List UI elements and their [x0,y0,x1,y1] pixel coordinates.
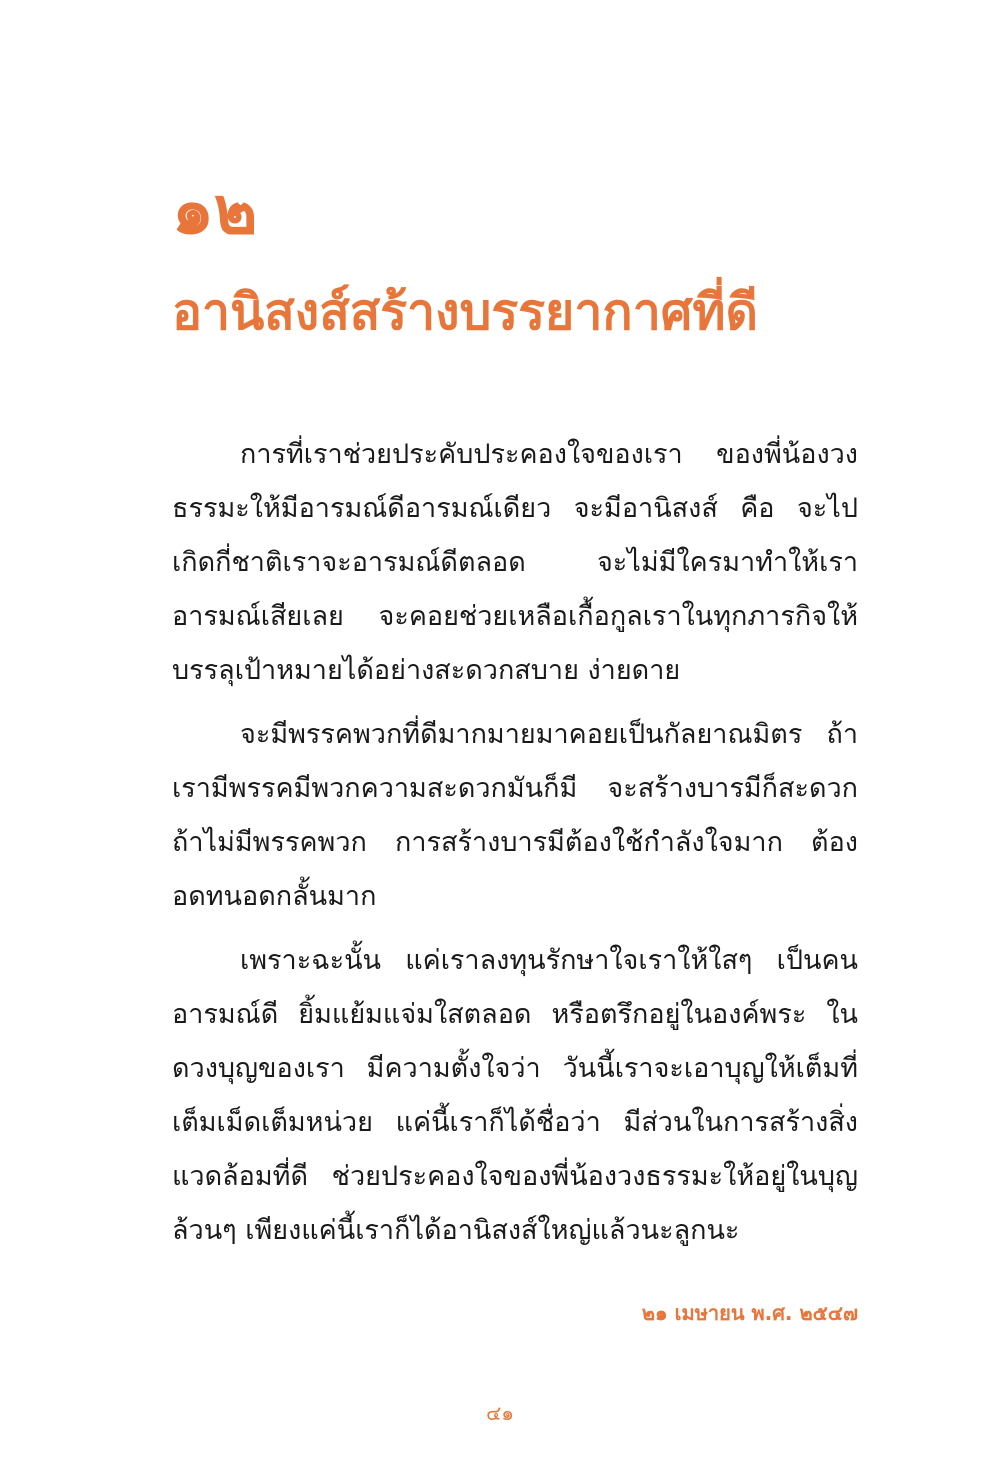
paragraph-3: เพราะฉะนั้น แค่เราลงทุนรักษาใจเราให้ใสๆ เป็นคนอารมณ์ดี ยิ้มแย้มแจ่มใสตลอด หรือตรึกอยู่ในองค์พระ ในดวงบุญของเรา มีความตั้งใจว่า วันนี้เราจะเอาบุญให้เต็มที่เต็มเม็ดเต็มหน่วย แค่นี้เราก็ได้ชื่อว่า มีส่วนในการสร้างสิ่งแวดล้อมที่ดี ช่วยประคองใจของพี่น้องวงธรรมะให้อยู่ในบุญล้วนๆ เพียงแค่นี้เราก็ได้อานิสงส์ใหญ่แล้วนะลูกนะ [172,945,858,1246]
chapter-number: ๑๒ [172,172,258,249]
body-text [172,428,858,1268]
chapter-title: อานิสงส์สร้างบรรยากาศที่ดี [172,283,758,341]
page-number: ๔๑ [486,1401,514,1425]
paragraph-2: จะมีพรรคพวกที่ดีมากมายมาคอยเป็นกัลยาณมิตร ถ้าเรามีพรรคมีพวกความสะดวกมันก็มี จะสร้างบารมีก็สะดวก ถ้าไม่มีพรรคพวก การสร้างบารมีต้องใช้กำลังใจมาก ต้องอดทนอดกลั้นมาก [172,719,858,912]
date-line: ๒๑ เมษายน พ.ศ. ๒๕๔๗ [641,1301,858,1325]
paragraph-1: การที่เราช่วยประคับประคองใจของเรา ของพี่น้องวงธรรมะให้มีอารมณ์ดีอารมณ์เดียว จะมีอานิสงส์ คือ จะไปเกิดกี่ชาติเราจะอารมณ์ดีตลอด จะไม่มีใครมาทำให้เราอารมณ์เสียเลย จะคอยช่วยเหลือเกื้อกูลเราในทุกภารกิจให้บรรลุเป้าหมายได้อย่างสะดวกสบาย ง่ายดาย [172,439,858,686]
